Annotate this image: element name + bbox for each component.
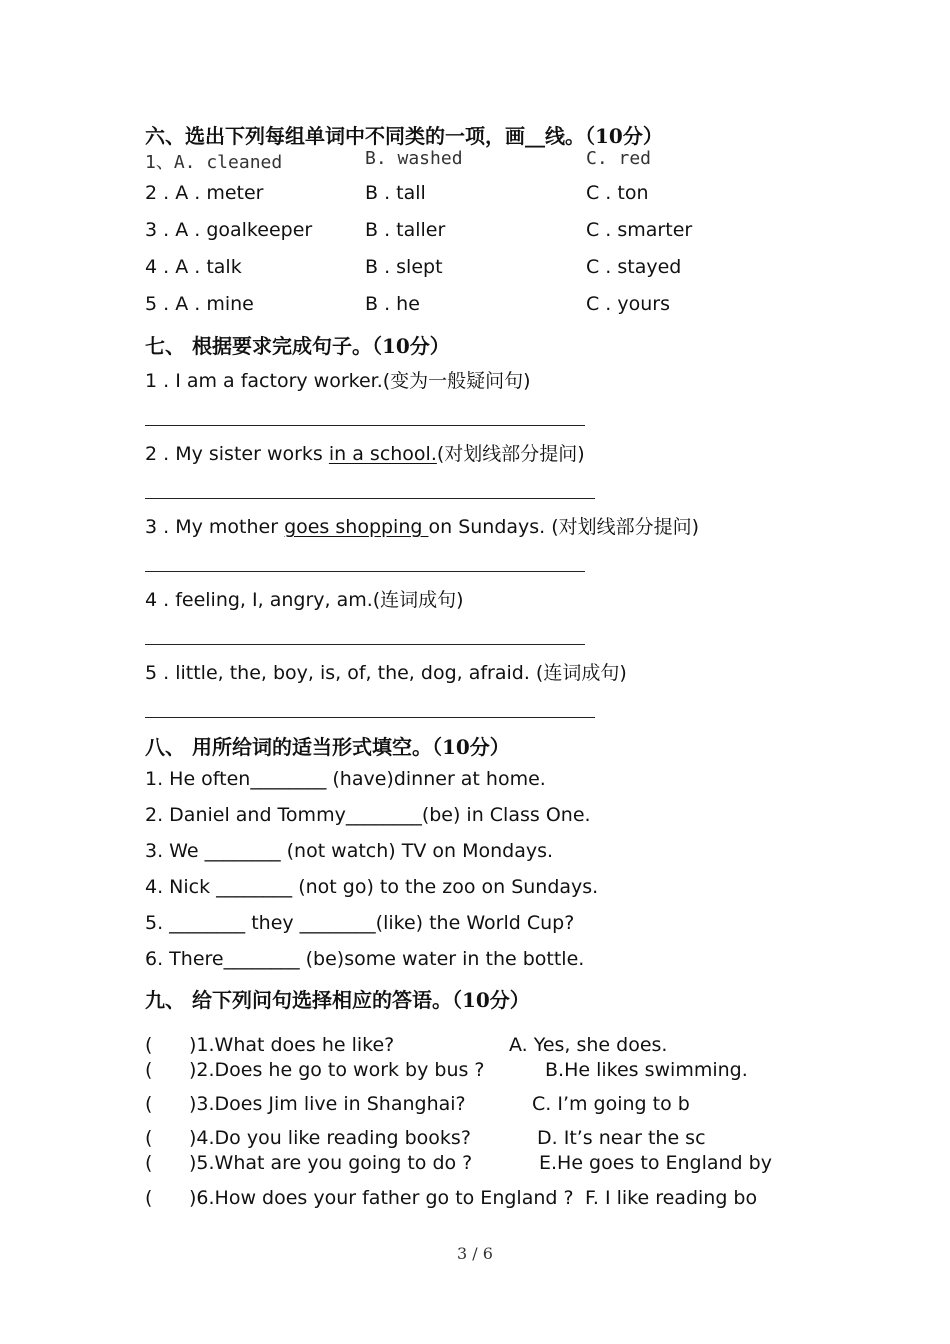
- sec6-row2-a: 2 . A . meter: [145, 182, 264, 204]
- sec9-paren-6: (: [145, 1187, 153, 1209]
- answer-line-2: [145, 498, 595, 499]
- sec6-row2-c: C . ton: [586, 182, 649, 204]
- sec7-q5: 5 . little, the, boy, is, of, the, dog, afraid. (连词成句): [145, 662, 627, 684]
- answer-line-1: [145, 425, 585, 426]
- sec6-row3-b: B . taller: [365, 219, 446, 241]
- sec7-q3-pre: 3 . My mother: [145, 516, 285, 538]
- sec6-row5-a: 5 . A . mine: [145, 293, 254, 315]
- page-number: 3 / 6: [457, 1244, 493, 1263]
- sec9-question-1: )1.What does he like?: [189, 1034, 395, 1056]
- sec9-paren-4: (: [145, 1127, 153, 1149]
- sec9-answer-b: B.He likes swimming.: [545, 1059, 748, 1081]
- sec6-row1-b: B. washed: [365, 148, 463, 169]
- sec6-row4-c: C . stayed: [586, 256, 682, 278]
- sec8-item-2: 2. Daniel and Tommy________(be) in Class One.: [145, 804, 591, 826]
- answer-line-5: [145, 717, 595, 718]
- sec9-question-2: )2.Does he go to work by bus ?: [189, 1059, 485, 1081]
- sec9-paren-3: (: [145, 1093, 153, 1115]
- sec8-item-5: 5. ________ they ________(like) the World Cup?: [145, 912, 575, 934]
- sec9-answer-f: F. I like reading bo: [585, 1187, 758, 1209]
- section-7-title: 七、 根据要求完成句子。（10分）: [145, 334, 450, 358]
- answer-line-4: [145, 644, 585, 645]
- sec6-row2-b: B . tall: [365, 182, 426, 204]
- sec6-row5-b: B . he: [365, 293, 420, 315]
- sec6-row4-b: B . slept: [365, 256, 443, 278]
- sec8-item-3: 3. We ________ (not watch) TV on Mondays.: [145, 840, 554, 862]
- answer-line-3: [145, 571, 585, 572]
- sec9-answer-a: A. Yes, she does.: [509, 1034, 668, 1056]
- sec8-item-6: 6. There________ (be)some water in the bottle.: [145, 948, 585, 970]
- sec7-q2: [145, 439, 585, 466]
- sec6-row3-c: C . smarter: [586, 219, 693, 241]
- sec7-q3-post: on Sundays. (对划线部分提问): [428, 516, 700, 538]
- sec7-q2-pre: 2 . My sister works: [145, 443, 329, 465]
- sec7-q1: 1 . I am a factory worker.(变为一般疑问句): [145, 370, 531, 392]
- sec9-question-4: )4.Do you like reading books?: [189, 1127, 471, 1149]
- sec9-answer-c: C. I’m going to b: [532, 1093, 690, 1115]
- sec6-row1-a: 1、A. cleaned: [145, 152, 283, 173]
- sec7-q2-underlined: in a school.: [328, 443, 437, 465]
- sec9-answer-e: E.He goes to England by: [539, 1152, 772, 1174]
- sec7-q3-underlined: goes shopping: [284, 516, 429, 538]
- sec6-row5-c: C . yours: [586, 293, 671, 315]
- sec8-item-4: 4. Nick ________ (not go) to the zoo on Sundays.: [145, 876, 599, 898]
- sec7-q2-post: (对划线部分提问): [436, 443, 585, 465]
- section-9-title: 九、 给下列问句选择相应的答语。（10分）: [145, 988, 530, 1012]
- section-8-title: 八、 用所给词的适当形式填空。（10分）: [145, 735, 510, 759]
- sec6-row3-a: 3 . A . goalkeeper: [145, 219, 313, 241]
- sec9-paren-5: (: [145, 1152, 153, 1174]
- section-6-title: 六、选出下列每组单词中不同类的一项，画__线。（10分）: [145, 124, 663, 148]
- sec6-row4-a: 4 . A . talk: [145, 256, 242, 278]
- sec9-question-5: )5.What are you going to do ?: [189, 1152, 473, 1174]
- sec9-paren-2: (: [145, 1059, 153, 1081]
- sec6-row1-c: C. red: [586, 148, 652, 169]
- sec7-q4: 4 . feeling, I, angry, am.(连词成句): [145, 589, 464, 611]
- sec9-question-3: )3.Does Jim live in Shanghai?: [189, 1093, 466, 1115]
- sec9-question-6: )6.How does your father go to England ?: [189, 1187, 574, 1209]
- sec8-item-1: 1. He often________ (have)dinner at home.: [145, 768, 546, 790]
- sec7-q3: [145, 512, 699, 539]
- sec9-paren-1: (: [145, 1034, 153, 1056]
- sec9-answer-d: D. It’s near the sc: [537, 1127, 706, 1149]
